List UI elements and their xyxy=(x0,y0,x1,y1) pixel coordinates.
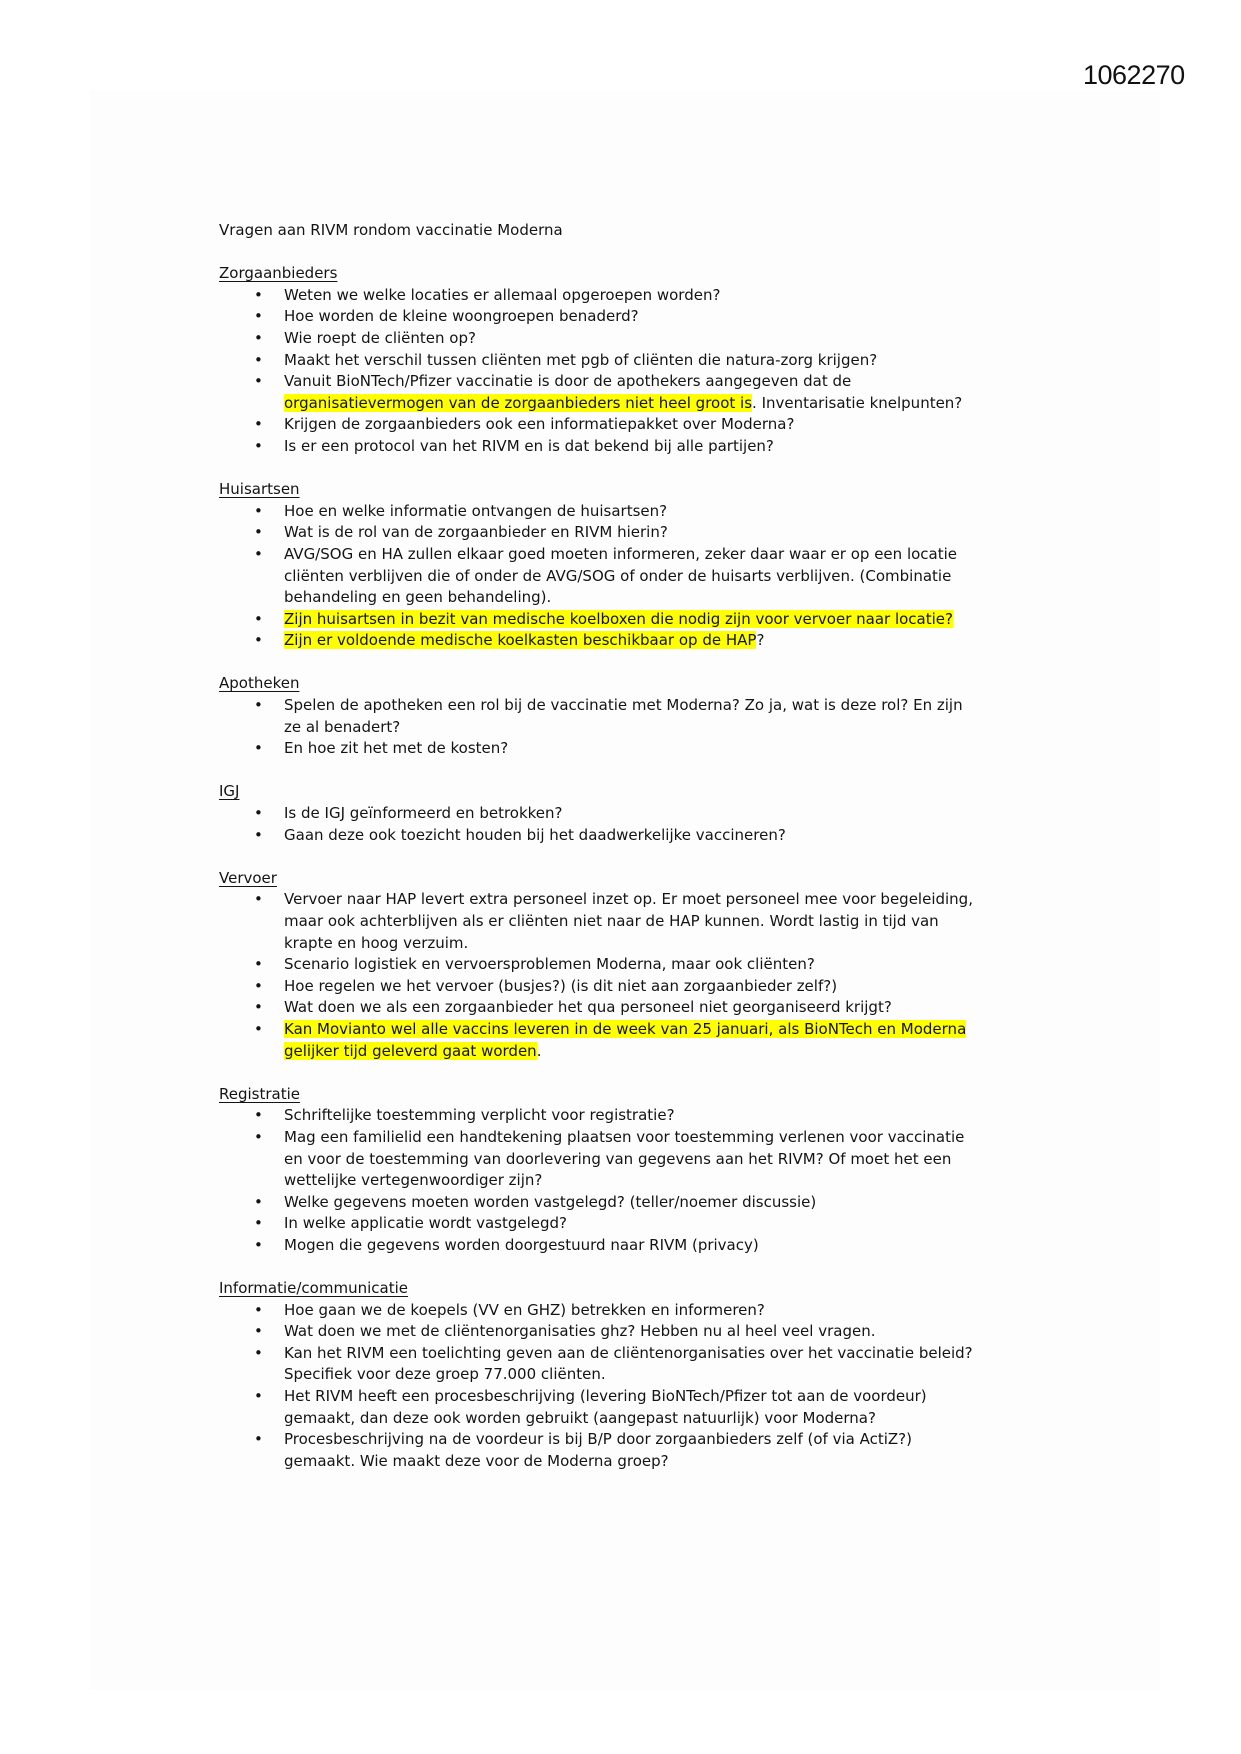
list-item-line xyxy=(219,825,1119,847)
text-segment: Schriftelijke toestemming verplicht voor registratie? xyxy=(284,1106,675,1125)
highlighted-text: gelijker tijd geleverd gaat worden xyxy=(284,1041,537,1060)
text-segment: cliënten verblijven die of onder de AVG/SOG of onder de huisarts verblijven. (Combinatie xyxy=(284,566,952,585)
document-number: 1062270 xyxy=(1083,60,1185,90)
list-item-line xyxy=(219,285,1119,307)
text-segment: Kan het RIVM een toelichting geven aan de cliëntenorganisaties over het vaccinatie beleid? xyxy=(284,1343,973,1362)
list-item-line xyxy=(219,436,1119,458)
text-segment: Wat is de rol van de zorgaanbieder en RIVM hierin? xyxy=(284,523,668,542)
list-item xyxy=(219,825,1119,847)
section-huisartsen xyxy=(219,479,1119,673)
bullet-icon: • xyxy=(254,1430,263,1449)
list-item xyxy=(219,414,1119,436)
document-title: Vragen aan RIVM rondom vaccinatie Moderna xyxy=(219,221,563,239)
bullet-icon: • xyxy=(254,1300,263,1319)
bullet-icon: • xyxy=(254,739,263,758)
text-segment: krapte en hoog verzuim. xyxy=(284,933,469,952)
section-vervoer xyxy=(219,868,1119,1084)
list-item-line xyxy=(219,328,1119,350)
spacer xyxy=(219,652,1119,674)
text-segment: Welke gegevens moeten worden vastgelegd? (teller/noemer discussie) xyxy=(284,1192,817,1211)
text-segment: Procesbeschrijving na de voordeur is bij B/P door zorgaanbieders zelf (of via ActiZ?) xyxy=(284,1430,912,1449)
list-item-line xyxy=(219,1300,1119,1322)
text-segment: Is de IGJ geïnformeerd en betrokken? xyxy=(284,804,563,823)
bullet-icon: • xyxy=(254,285,263,304)
list-item-line xyxy=(219,522,1119,544)
bullet-icon: • xyxy=(254,609,263,628)
bullet-icon: • xyxy=(254,415,263,434)
text-segment: ? xyxy=(756,631,765,650)
list-item-line xyxy=(219,1192,1119,1214)
list-item xyxy=(219,1213,1119,1235)
text-segment: Hoe gaan we de koepels (VV en GHZ) betrekken en informeren? xyxy=(284,1300,765,1319)
bullet-icon: • xyxy=(254,372,263,391)
list-item-line xyxy=(219,609,1119,631)
list-item xyxy=(219,1386,1119,1429)
list-item-line xyxy=(219,1343,1119,1365)
text-segment: . xyxy=(536,1041,542,1060)
spacer xyxy=(219,458,1119,480)
list-item-line xyxy=(219,1429,1119,1451)
text-segment: Spelen de apotheken een rol bij de vaccinatie met Moderna? Zo ja, wat is deze rol? En zijn xyxy=(284,696,963,715)
list-item xyxy=(219,371,1119,414)
bullet-icon: • xyxy=(254,804,263,823)
bullet-icon: • xyxy=(254,1387,263,1406)
text-segment: Wat doen we als een zorgaanbieder het qua personeel niet georganiseerd krijgt? xyxy=(284,998,892,1017)
list-item xyxy=(219,1105,1119,1127)
text-segment: Hoe regelen we het vervoer (busjes?) (is dit niet aan zorgaanbieder zelf?) xyxy=(284,976,838,995)
list-item-line xyxy=(219,630,1119,652)
text-segment: Vanuit BioNTech/Pfizer vaccinatie is door de apothekers aangegeven dat de xyxy=(284,372,852,391)
bullet-icon: • xyxy=(254,631,263,650)
highlighted-text: organisatievermogen van de zorgaanbieders niet heel groot is xyxy=(284,393,753,412)
highlighted-text: Zijn er voldoende medische koelkasten beschikbaar op de HAP xyxy=(284,631,757,650)
text-segment: . Inventarisatie knelpunten? xyxy=(752,393,963,412)
section-heading-text: IGJ xyxy=(219,782,240,801)
list-item-line xyxy=(219,1451,1119,1473)
list-item xyxy=(219,328,1119,350)
section-registratie xyxy=(219,1084,1119,1278)
spacer xyxy=(219,1062,1119,1084)
list-item xyxy=(219,889,1119,954)
list-item-line xyxy=(219,803,1119,825)
section-heading-text: Apotheken xyxy=(219,674,300,693)
text-segment: Hoe worden de kleine woongroepen benaderd? xyxy=(284,307,639,326)
list-item-line xyxy=(219,933,1119,955)
bullet-icon: • xyxy=(254,696,263,715)
list-item xyxy=(219,350,1119,372)
list-item-line xyxy=(219,1364,1119,1386)
section-heading xyxy=(219,1084,1119,1106)
list-item-line xyxy=(219,306,1119,328)
list-item-line xyxy=(219,414,1119,436)
section-heading xyxy=(219,673,1119,695)
list-item-line xyxy=(219,1408,1119,1430)
list-item xyxy=(219,976,1119,998)
list-item-line xyxy=(219,997,1119,1019)
bullet-icon: • xyxy=(254,1192,263,1211)
list-item-line xyxy=(219,1127,1119,1149)
text-segment: Het RIVM heeft een procesbeschrijving (levering BioNTech/Pfizer tot aan de voordeur) xyxy=(284,1387,927,1406)
section-heading-text: Zorgaanbieders xyxy=(219,264,338,283)
list-item-line xyxy=(219,889,1119,911)
spacer xyxy=(219,846,1119,868)
text-segment: gemaakt, dan deze ook worden gebruikt (aangepast natuurlijk) voor Moderna? xyxy=(284,1408,876,1427)
list-item xyxy=(219,501,1119,523)
text-segment: In welke applicatie wordt vastgelegd? xyxy=(284,1214,568,1233)
spacer xyxy=(219,760,1119,782)
text-segment: maar ook achterblijven als er cliënten niet naar de HAP kunnen. Wordt lastig in tijd van xyxy=(284,912,939,930)
bullet-icon: • xyxy=(254,955,263,974)
section-igj xyxy=(219,781,1119,867)
list-item xyxy=(219,1192,1119,1214)
highlighted-text: Kan Movianto wel alle vaccins leveren in de week van 25 januari, als BioNTech en Moderna xyxy=(284,1019,967,1038)
list-item xyxy=(219,1429,1119,1472)
document-body xyxy=(219,220,1119,1472)
bullet-icon: • xyxy=(254,328,263,347)
list-item-line xyxy=(219,1213,1119,1235)
text-segment: Hoe en welke informatie ontvangen de huisartsen? xyxy=(284,501,668,520)
list-item-line xyxy=(219,1105,1119,1127)
text-segment: Wat doen we met de cliëntenorganisaties ghz? Hebben nu al heel veel vragen. xyxy=(284,1322,876,1341)
list-item xyxy=(219,522,1119,544)
list-item-line xyxy=(219,911,1119,933)
list-item-line xyxy=(219,954,1119,976)
list-item xyxy=(219,306,1119,328)
list-item-line xyxy=(219,566,1119,588)
bullet-icon: • xyxy=(254,436,263,455)
list-item-line xyxy=(219,544,1119,566)
section-heading xyxy=(219,1278,1119,1300)
text-segment: Krijgen de zorgaanbieders ook een informatiepakket over Moderna? xyxy=(284,415,795,434)
text-segment: behandeling en geen behandeling). xyxy=(284,588,552,607)
list-item xyxy=(219,285,1119,307)
list-item-line xyxy=(219,587,1119,609)
section-heading-text: Vervoer xyxy=(219,868,277,887)
bullet-icon: • xyxy=(254,976,263,995)
list-item xyxy=(219,609,1119,631)
list-item xyxy=(219,997,1119,1019)
section-heading xyxy=(219,479,1119,501)
text-segment: AVG/SOG en HA zullen elkaar goed moeten informeren, zeker daar waar er op een locatie xyxy=(284,544,958,563)
list-item-line xyxy=(219,1041,1119,1063)
list-item-line xyxy=(219,738,1119,760)
list-item-line xyxy=(219,393,1119,415)
text-segment: Is er een protocol van het RIVM en is dat bekend bij alle partijen? xyxy=(284,436,774,455)
bullet-icon: • xyxy=(254,1127,263,1146)
text-segment: Maakt het verschil tussen cliënten met pgb of cliënten die natura-zorg krijgen? xyxy=(284,350,878,369)
section-apotheken xyxy=(219,673,1119,781)
list-item-line xyxy=(219,1149,1119,1171)
section-zorgaanbieders xyxy=(219,263,1119,479)
bullet-icon: • xyxy=(254,1322,263,1341)
list-item-line xyxy=(219,1170,1119,1192)
text-segment: Mogen die gegevens worden doorgestuurd naar RIVM (privacy) xyxy=(284,1235,759,1254)
text-segment: Wie roept de cliënten op? xyxy=(284,328,476,347)
list-item xyxy=(219,695,1119,738)
list-item xyxy=(219,436,1119,458)
section-heading-text: Huisartsen xyxy=(219,480,300,499)
list-item-line xyxy=(219,1321,1119,1343)
text-segment: Mag een familielid een handtekening plaatsen voor toestemming verlenen voor vaccinatie xyxy=(284,1127,965,1146)
list-item-line xyxy=(219,717,1119,739)
bullet-icon: • xyxy=(254,501,263,520)
list-item-line xyxy=(219,350,1119,372)
bullet-icon: • xyxy=(254,890,263,909)
text-segment: Vervoer naar HAP levert extra personeel inzet op. Er moet personeel mee voor begeleiding, xyxy=(284,890,973,909)
text-segment: en voor de toestemming van doorlevering van gegevens aan het RIVM? Of moet het een xyxy=(284,1149,952,1168)
section-heading xyxy=(219,781,1119,803)
bullet-icon: • xyxy=(254,350,263,369)
text-segment: Specifiek voor deze groep 77.000 cliënten. xyxy=(284,1365,606,1384)
bullet-icon: • xyxy=(254,998,263,1017)
bullet-icon: • xyxy=(254,523,263,542)
section-heading-text: Registratie xyxy=(219,1084,300,1103)
list-item xyxy=(219,1343,1119,1386)
list-item xyxy=(219,1321,1119,1343)
list-item-line xyxy=(219,1235,1119,1257)
bullet-icon: • xyxy=(254,1019,263,1038)
section-heading xyxy=(219,868,1119,890)
bullet-icon: • xyxy=(254,825,263,844)
list-item-line xyxy=(219,501,1119,523)
section-heading-text: Informatie/communicatie xyxy=(219,1279,408,1298)
list-item xyxy=(219,803,1119,825)
text-segment: En hoe zit het met de kosten? xyxy=(284,739,509,758)
bullet-icon: • xyxy=(254,1343,263,1362)
section-heading xyxy=(219,263,1119,285)
list-item xyxy=(219,1235,1119,1257)
list-item xyxy=(219,1127,1119,1192)
list-item xyxy=(219,738,1119,760)
text-segment: ze al benadert? xyxy=(284,717,401,736)
list-item xyxy=(219,1300,1119,1322)
bullet-icon: • xyxy=(254,307,263,326)
text-segment: wettelijke vertegenwoordiger zijn? xyxy=(284,1171,543,1190)
list-item-line xyxy=(219,1386,1119,1408)
list-item-line xyxy=(219,695,1119,717)
list-item xyxy=(219,954,1119,976)
bullet-icon: • xyxy=(254,544,263,563)
list-item xyxy=(219,1019,1119,1062)
bullet-icon: • xyxy=(254,1235,263,1254)
text-segment: Scenario logistiek en vervoersproblemen Moderna, maar ook cliënten? xyxy=(284,955,815,974)
spacer xyxy=(219,1257,1119,1279)
text-segment: Gaan deze ook toezicht houden bij het daadwerkelijke vaccineren? xyxy=(284,825,786,844)
list-item xyxy=(219,630,1119,652)
list-item-line xyxy=(219,976,1119,998)
bullet-icon: • xyxy=(254,1214,263,1233)
section-informatie-communicatie xyxy=(219,1278,1119,1472)
text-segment: gemaakt. Wie maakt deze voor de Moderna groep? xyxy=(284,1451,669,1470)
highlighted-text: Zijn huisartsen in bezit van medische koelboxen die nodig zijn voor vervoer naar locatie? xyxy=(284,609,953,628)
list-item-line xyxy=(219,1019,1119,1041)
list-item-line xyxy=(219,371,1119,393)
list-item xyxy=(219,544,1119,609)
text-segment: Weten we welke locaties er allemaal opgeroepen worden? xyxy=(284,285,721,304)
bullet-icon: • xyxy=(254,1106,263,1125)
